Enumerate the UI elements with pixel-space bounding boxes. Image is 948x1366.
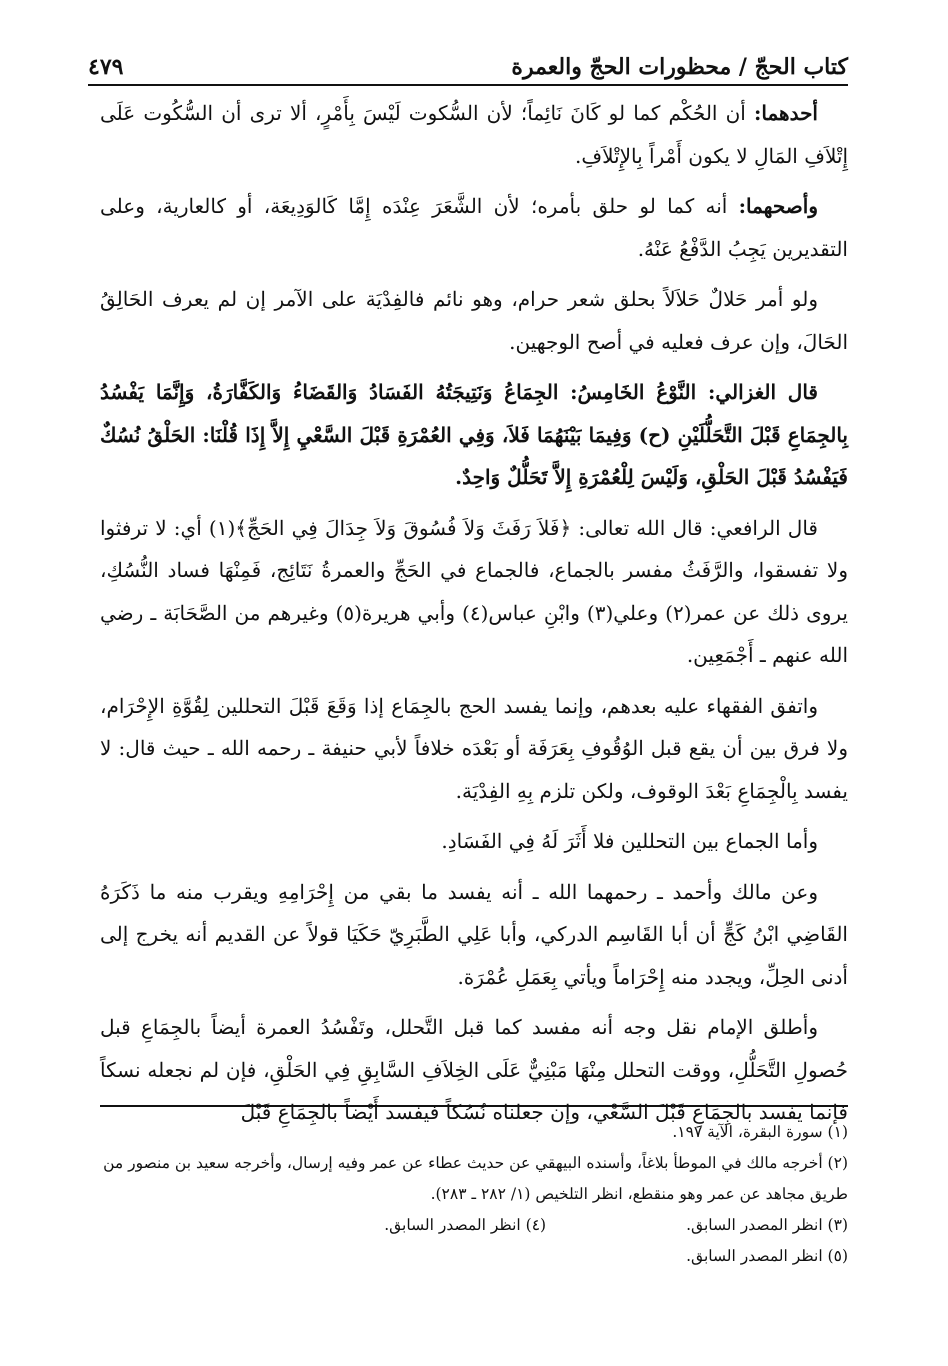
running-title: كتاب الحجّ / محظورات الحجّ والعمرة bbox=[511, 54, 848, 80]
paragraph-text: أن الحُكْم كما لو كَانَ نَائِماً؛ لأن السُّكوت لَيْسَ بِأَمْرٍ، ألا ترى أن السُّكُوت عَلَى إِتْلاَفِ المَالِ لا يكون أَمْراً بِالإِتْلاَفِ. bbox=[100, 101, 848, 168]
paragraph-text: وأما الجماع بين التحللين فلا أَثَرَ لَهُ فِي الفَسَادِ. bbox=[441, 829, 818, 853]
page-header bbox=[88, 40, 848, 86]
paragraph bbox=[100, 92, 848, 177]
paragraph-text: وعن مالك وأحمد ـ رحمهما الله ـ أنه يفسد ما بقي من إِحْرَامِهِ ويقرب منه ما ذَكَرَهُ القَاضِي ابْنُ كَجٍّ أن أبا القَاسِم الدركي، وأبا عَلِي الطَّبَرِيّ حَكَيَا قولاً عن القديم أنه يخرج إلى أدنى الحِلِّ، ويجدد منه إِحْرَاماً ويأتي بِعَمَلِ عُمْرَة. bbox=[100, 879, 848, 989]
footnote-5: (٥) انظر المصدر السابق. bbox=[686, 1247, 848, 1265]
paragraph-text: قال الرافعي: قال الله تعالى: ﴿فَلاَ رَفَثَ وَلاَ فُسُوقَ وَلاَ جِدَالَ فِي الحَجِّ﴾(١) أي: لا ترفثوا ولا تفسقوا، والرَّفَثُ مفسر بالجماع، فالجماع في الحَجِّ والعمرةُ نَتَائِج، فَمِنْهَا فساد النُّسُكِ، يروى ذلك عن عمر(٢) وعلي(٣) وابْنِ عباس(٤) وأبي هريرة(٥) وغيرهم من الصَّحَابَة ـ رضي الله عنهم ـ أَجْمَعِين. bbox=[100, 515, 849, 667]
paragraph-text: واتفق الفقهاء عليه بعدهم، وإنما يفسد الحج بالجِمَاع إذا وَقَعَ قَبْلَ التحللين لِقُوَّةِ الإِحْرَام، ولا فرق بين أن يقع قبل الوُقُوفِ بِعَرَفَة أو بَعْدَه خلافاً لأبي حنيفة ـ رحمه الله ـ حيث قال: لا يفسد بِالْجِمَاعِ بَعْدَ الوقوف، ولكن تلزم بِهِ الفِدْيَة. bbox=[100, 693, 848, 803]
paragraph-text: قال الغزالي: النَّوْعُ الخَامِسُ: الجِمَاعُ وَنَتِيجَتُهُ الفَسَادُ وَالقَضَاءُ وَالكَفَّارَةُ، وَإِنَّمَا يَفْسُدُ بِالجِمَاعِ قَبْلَ التَّحَلُّلَيْنِ (ح) وَفِيمَا بَيْنَهُمَا فَلاَ، وَفِي العُمْرَةِ قَبْلَ السَّعْيِ إِلاَّ إِذَا قُلْنَا: الحَلْقُ نُسُكٌ فَيَفْسُدُ قَبْلَ الحَلْقِ، وَلَيْسَ لِلْعُمْرَةِ إِلاَّ تَحَلُّلٌ وَاحِدٌ. bbox=[100, 380, 848, 489]
footnote-3: (٣) انظر المصدر السابق. bbox=[686, 1216, 848, 1234]
paragraph-text: ولو أمر حَلالٌ حَلاَلاً بحلق شعر حرام، وهو نائم فالفِدْيَة على الآمر إن لم يعرف الحَالِقُ الحَالَ، وإن عرف فعليه في أصح الوجهين. bbox=[100, 287, 848, 354]
footnotes bbox=[100, 1105, 848, 1272]
footnote-2: (٢) أخرجه مالك في الموطأ بلاغاً، وأسنده البيهقي عن حديث عطاء عن عمر وفيه إرسال، وأخرجه سعيد بن منصور من طريق مجاهد عن عمر وهو منقطع، انظر التلخيص (١/ ٢٨٢ ـ ٢٨٣). bbox=[103, 1154, 848, 1203]
paragraph bbox=[100, 185, 848, 270]
footnote-row bbox=[100, 1210, 848, 1241]
footnote-1: (١) سورة البقرة، الآية ١٩٧. bbox=[672, 1123, 848, 1141]
page-number: ٤٧٩ bbox=[88, 54, 124, 80]
paragraph-text: أنه كما لو حلق بأمره؛ لأن الشَّعَرَ عِنْدَه إِمَّا كَالوَدِيعَة، أو كالعارية، وعلى التقديرين يَجِبُ الدَّفْعُ عَنْهُ. bbox=[100, 194, 848, 261]
paragraph-lead: وأصحهما: bbox=[738, 194, 818, 218]
paragraph-lead: أحدهما: bbox=[753, 101, 818, 125]
paragraph bbox=[100, 871, 848, 999]
paragraph bbox=[100, 820, 848, 863]
paragraph-text: وأطلق الإمام نقل وجه أنه مفسد كما قبل التَّحلل، وتَفْسُدُ العمرة أيضاً بالجِمَاعِ قبل حُصولِ التَّحَلُّلِ، ووقت التحلل مِنْهَا مَبْنِيٌّ عَلَى الخِلاَفِ السَّابِقِ فِي الحَلْقِ، فإن لم نجعله نسكاً فإنما يفسد بالجِمَاعِ قَبْلَ السَّعْي، وإن جعلناه نُسُكاً فيفسد أَيْضاً بالجِمَاعِ قَبْلَ bbox=[100, 1015, 848, 1124]
paragraph-ghazali bbox=[100, 371, 848, 499]
paragraph bbox=[100, 685, 848, 813]
main-text bbox=[100, 92, 848, 1142]
footnote-4: (٤) انظر المصدر السابق. bbox=[384, 1216, 547, 1234]
paragraph bbox=[100, 507, 848, 677]
paragraph bbox=[100, 278, 848, 363]
